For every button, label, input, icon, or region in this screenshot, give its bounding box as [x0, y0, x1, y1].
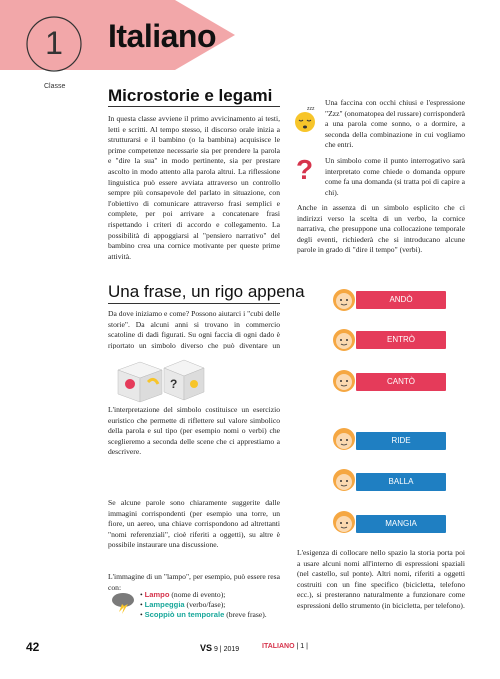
- list-item: • Lampeggia (verbo/fase);: [140, 600, 226, 609]
- title-underline: [108, 106, 280, 107]
- class-caption: Classe: [44, 83, 66, 90]
- story-dice-illustration: [110, 350, 210, 405]
- subject-title: Italiano: [108, 18, 217, 54]
- list-item: • Lampo (nome di evento);: [140, 590, 226, 599]
- storm-cloud-icon: [110, 590, 136, 614]
- section-title-microstorie: Microstorie e legami: [108, 86, 273, 105]
- svg-text:zzz: zzz: [307, 106, 315, 112]
- verbs-paragraph: Anche in assenza di un simbolo esplicito che ci indirizzi verso la scelta di un verbo, la cornice narrativa, che presuppone una collocazione temporale degli eventi, richiederà che si introducano alcune parole in grado di "dire il tempo" (verbi).: [297, 203, 465, 255]
- interpretation-paragraph: L'interpretazione del simbolo costituisce un esercizio euristico che permette di riflettere sul valore simbolico della parola e sul tipo (per esempio nomi o verbi) che sceglieremo a seconda delle scene che ci apprestiamo a descrivere.: [108, 405, 280, 457]
- magazine-issue: VS 9 | 2019: [200, 643, 240, 653]
- section-title-frase: Una frase, un rigo appena: [108, 282, 305, 301]
- boy-face-icon: [330, 425, 358, 453]
- page-footer: [0, 640, 500, 656]
- title-underline-2: [108, 303, 280, 304]
- dice-paragraph-top: Da dove iniziamo e come? Possono aiutarci i "cubi delle storie". Da alcuni anni si trovano in commercio scatoline di dadi figurati. Su ogni faccia di ogni dado è riportato un simbolo diverso che può diventare un: [108, 309, 280, 349]
- sleepy-face-paragraph: Una faccina con occhi chiusi e l'espressione "Zzz" (onomatopea del russare) corrisponderà a una parola come sonno, o a dormire, a seconda della combinazione in cui vogliamo che entri.: [325, 98, 465, 150]
- words-paragraph: Se alcune parole sono chiaramente suggerite dalle immagini corrispondenti (per esempio una torre, un fiore, un aereo, una chiave corrispondono ad altrettanti "nomi referenziali", cioè riferiti a oggetti), su altre è possibile instaurare una discussione.: [108, 498, 280, 550]
- sleepy-face-icon: [293, 104, 319, 134]
- list-item: • Scoppiò un temporale (breve frase).: [140, 610, 267, 619]
- verb-button-canto: CANTÒ: [356, 373, 446, 391]
- girl-face-icon: [330, 366, 358, 394]
- question-mark-icon: ?: [296, 154, 314, 185]
- lampo-list: [140, 590, 267, 620]
- girl-face-icon: [330, 285, 358, 313]
- verb-button-ride: RIDE: [356, 432, 446, 450]
- girl-face-icon: [330, 325, 358, 353]
- intro-paragraph: In questa classe avviene il primo avvicinamento ai testi, letti e scritti. Al tempo stesso, il discorso orale inizia a strutturarsi e il bambino (o la bambina) acquisisce le prime competenze necessarie sia per prendere la parola e "dire la sua" in modo pertinente, sia per prestare ascolto in modo attento alla parola altrui. La riflessione linguistica può essere avviata attraverso un controllo sempre più consapevole del parlato in situazione, con l'obiettivo di comunicare attraverso frasi semplici e complete, per poi arrivare a concatenare frasi rispettando i criteri di accordo e collegamento. La possibilità di appoggiarsi al "pensiero narrativo" del bambino crea una cornice motivante per queste prime attività.: [108, 114, 280, 261]
- class-number: 1: [45, 25, 63, 61]
- svg-text:?: ?: [170, 377, 178, 391]
- lampo-paragraph: L'immagine di un "lampo", per esempio, può essere resa con:: [108, 572, 280, 592]
- verb-button-entro: ENTRÒ: [356, 331, 446, 349]
- footer-subject: ITALIANO | 1 |: [262, 643, 308, 650]
- space-paragraph: L'esigenza di collocare nello spazio la storia porta poi a usare alcuni nomi all'interno di espressioni spaziali (nel castello, sul ponte). Altri nomi, riferiti a oggetti costruiti con un fine specifico (bicicletta, telefono ecc.), si presteranno naturalmente a funzionare come espressioni dello strumento (in bicicletta, per telefono).: [297, 548, 465, 610]
- boy-face-icon: [330, 466, 358, 494]
- verb-button-mangia: MANGIA: [356, 515, 446, 533]
- question-mark-paragraph: Un simbolo come il punto interrogativo sarà interpretato come chiede o domanda oppure come fa una domanda (si tratta poi di capire a chi).: [325, 156, 465, 197]
- boy-face-icon: [330, 508, 358, 536]
- verb-button-balla: BALLA: [356, 473, 446, 491]
- verb-button-ando: ANDÒ: [356, 291, 446, 309]
- page-number: 42: [26, 640, 40, 654]
